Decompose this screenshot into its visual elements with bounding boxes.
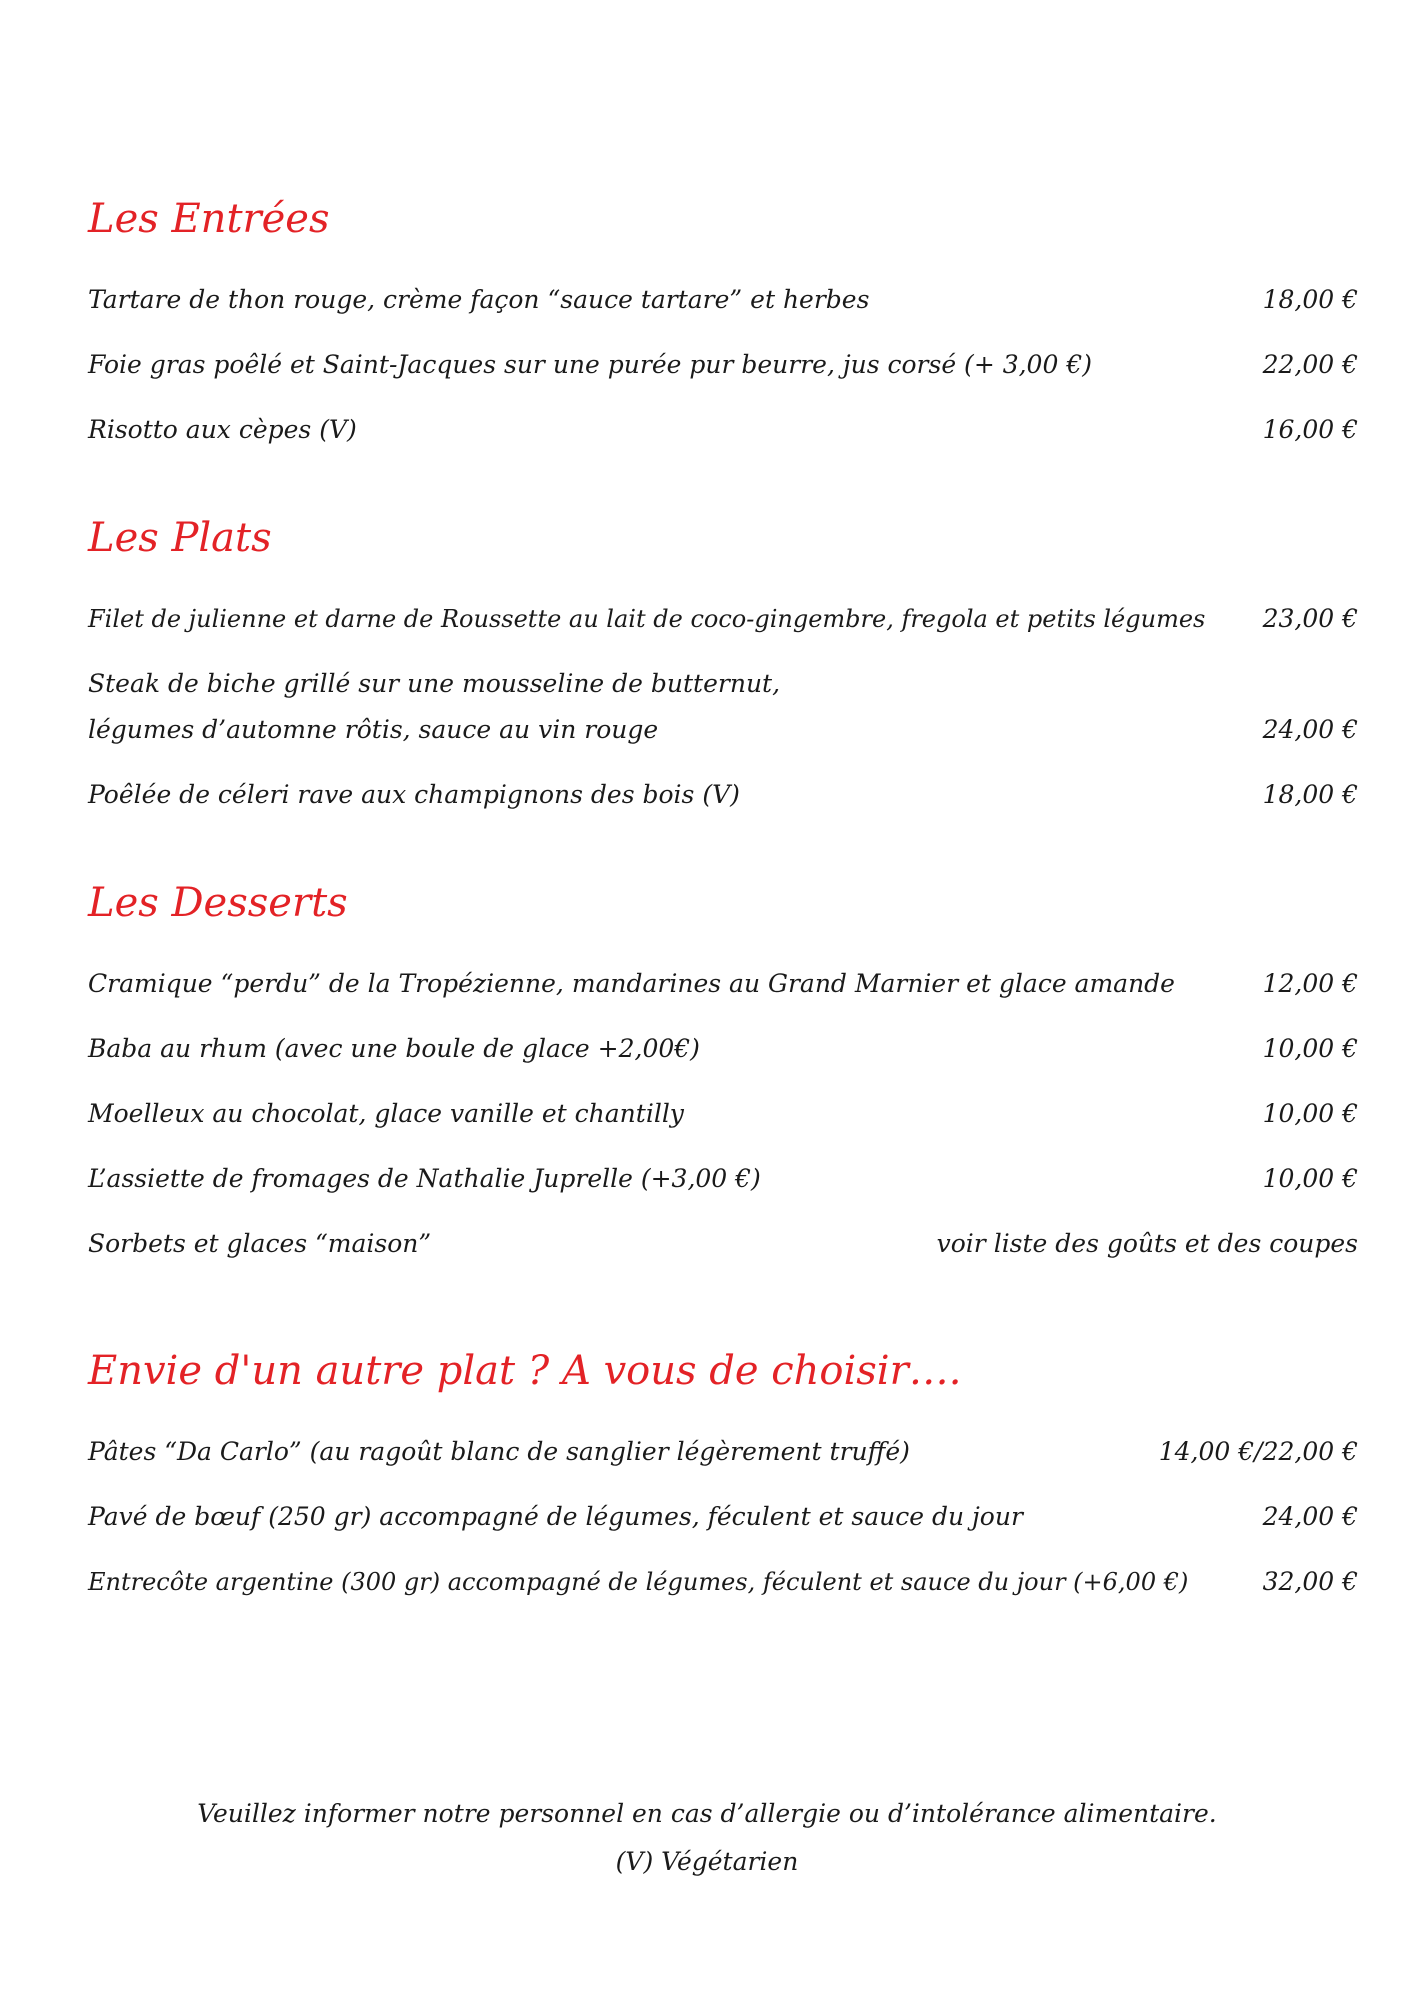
item-name: Cramique “perdu” de la Tropézienne, mandarines au Grand Marnier et glace amande (88, 969, 1175, 998)
item-price: 18,00 € (1262, 780, 1358, 809)
section-title-autre-plat: Envie d'un autre plat ? A vous de choisir…. (88, 1348, 962, 1394)
item-price: 24,00 € (1262, 715, 1358, 744)
allergy-notice: Veuillez informer notre personnel en cas d’allergie ou d’intolérance alimentaire. (197, 1799, 1217, 1828)
item-name: Steak de biche grillé sur une mousseline de butternut, (88, 669, 781, 698)
section-title-entrees: Les Entrées (88, 196, 330, 242)
item-price: 32,00 € (1262, 1567, 1358, 1596)
item-price: 24,00 € (1262, 1502, 1358, 1531)
item-price: 12,00 € (1262, 969, 1358, 998)
item-price: 23,00 € (1262, 604, 1358, 633)
section-title-desserts: Les Desserts (88, 880, 348, 926)
item-name: Baba au rhum (avec une boule de glace +2,00€) (88, 1034, 700, 1063)
item-name: Poêlée de céleri rave aux champignons des bois (V) (88, 780, 740, 809)
item-price: 10,00 € (1262, 1164, 1358, 1193)
item-price: 10,00 € (1262, 1034, 1358, 1063)
item-name: L’assiette de fromages de Nathalie Juprelle (+3,00 €) (88, 1164, 761, 1193)
item-name: Moelleux au chocolat, glace vanille et chantilly (88, 1099, 684, 1128)
section-title-plats: Les Plats (88, 515, 272, 561)
item-name: Pavé de bœuf (250 gr) accompagné de légumes, féculent et sauce du jour (88, 1502, 1023, 1531)
item-price: voir liste des goûts et des coupes (936, 1229, 1358, 1258)
item-name: Sorbets et glaces “maison” (88, 1229, 432, 1258)
item-price: 16,00 € (1262, 415, 1358, 444)
footer-notes (0, 1790, 1414, 1886)
item-price: 14,00 €/22,00 € (1158, 1437, 1358, 1466)
item-name: Foie gras poêlé et Saint-Jacques sur une purée pur beurre, jus corsé (+ 3,00 €) (88, 350, 1092, 379)
item-name: Filet de julienne et darne de Roussette au lait de coco-gingembre, fregola et petits légumes (88, 605, 1206, 633)
vegetarian-legend: (V) Végétarien (615, 1847, 799, 1876)
item-price: 22,00 € (1262, 350, 1358, 379)
item-price: 10,00 € (1262, 1099, 1358, 1128)
item-name: Pâtes “Da Carlo” (au ragoût blanc de sanglier légèrement truffé) (88, 1437, 910, 1466)
item-name-line2: légumes d’automne rôtis, sauce au vin rouge (88, 715, 659, 744)
item-name: Entrecôte argentine (300 gr) accompagné de légumes, féculent et sauce du jour (+6,00 €) (88, 1568, 1189, 1596)
item-name: Risotto aux cèpes (V) (88, 415, 357, 444)
item-price: 18,00 € (1262, 285, 1358, 314)
item-name: Tartare de thon rouge, crème façon “sauce tartare” et herbes (88, 285, 870, 314)
